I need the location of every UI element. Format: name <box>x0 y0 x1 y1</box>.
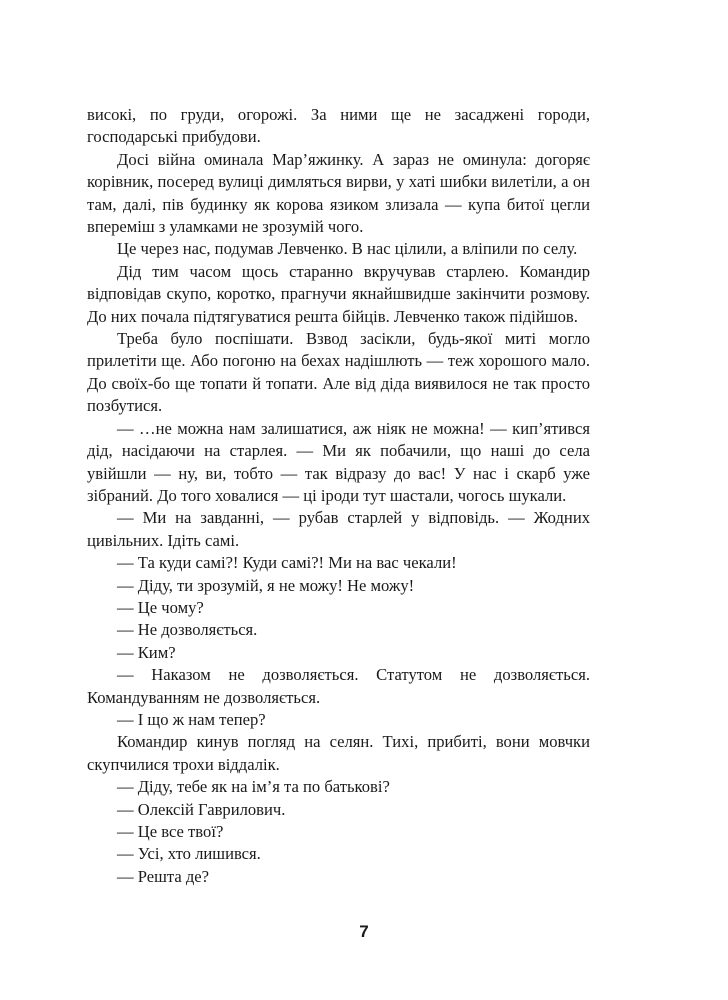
dialogue-line: — Та куди самі?! Куди самі?! Ми на вас чекали! <box>117 553 457 573</box>
paragraph: Це через нас, подумав Левченко. В нас цілили, а вліпили по селу. <box>117 239 578 259</box>
dialogue-line: — Ми на завданні, — рубав старлей у відповідь. — Жодних цивільних. Ідіть самі. <box>87 508 590 550</box>
dialogue-line: — Діду, тебе як на ім’я та по батькові? <box>117 777 390 797</box>
dialogue-line: — Наказом не дозволяється. Статутом не дозволяється. Командуванням не дозволяється. <box>87 665 590 707</box>
paragraph: Дід тим часом щось старанно вкручував старлею. Командир відповідав скупо, коротко, прагнучи якнайшвидше закінчити розмову. До них почала підтягуватися решта бійців. Левченко також підійшов. <box>87 261 590 326</box>
dialogue-line: — Діду, ти зрозумій, я не можу! Не можу! <box>117 575 415 595</box>
page-body <box>87 104 590 888</box>
dialogue-line: — І що ж нам тепер? <box>117 709 266 729</box>
dialogue-line: — Ким? <box>117 642 176 662</box>
dialogue-line: — Це чому? <box>117 597 204 617</box>
dialogue-line: — Усі, хто лишився. <box>117 844 261 864</box>
paragraph: високі, по груди, огорожі. За ними ще не засаджені городи, господарські прибудови. <box>87 105 590 147</box>
dialogue-line: — Це все твої? <box>117 822 224 841</box>
page-number: 7 <box>359 922 369 941</box>
paragraph: Досі війна оминала Мар’яжинку. А зараз не оминула: догоряє корівник, посеред вулиці димляться вирви, у хаті шибки вилетіли, а он там, далі, пів будинку як корова язиком злизала — купа битої цегли впереміш з уламками не зрозумій чого. <box>87 149 590 237</box>
dialogue-line: — Не дозволяється. <box>117 620 258 640</box>
dialogue-line: — Решта де? <box>117 866 210 886</box>
dialogue-line: — Олексій Гаврилович. <box>117 799 286 819</box>
dialogue-line: — …не можна нам залишатися, аж ніяк не можна! — кип’ятився дід, насідаючи на старлея. — Ми як побачили, що наші до села увійшли — ну, ви, тобто — так відразу до вас! У нас і скарб уже зібраний. До того ховалися — ці іроди тут шастали, чогось шукали. <box>87 418 590 505</box>
paragraph: Командир кинув погляд на селян. Тихі, прибиті, вони мовчки скупчилися трохи віддалік. <box>87 732 590 774</box>
paragraph: Треба було поспішати. Взвод засікли, будь-якої миті могло прилетіти ще. Або погоню на бехах надішлють — теж хорошого мало. До своїх-бо ще топати й топати. Але від діда виявилося не так просто позбутися. <box>87 329 590 416</box>
